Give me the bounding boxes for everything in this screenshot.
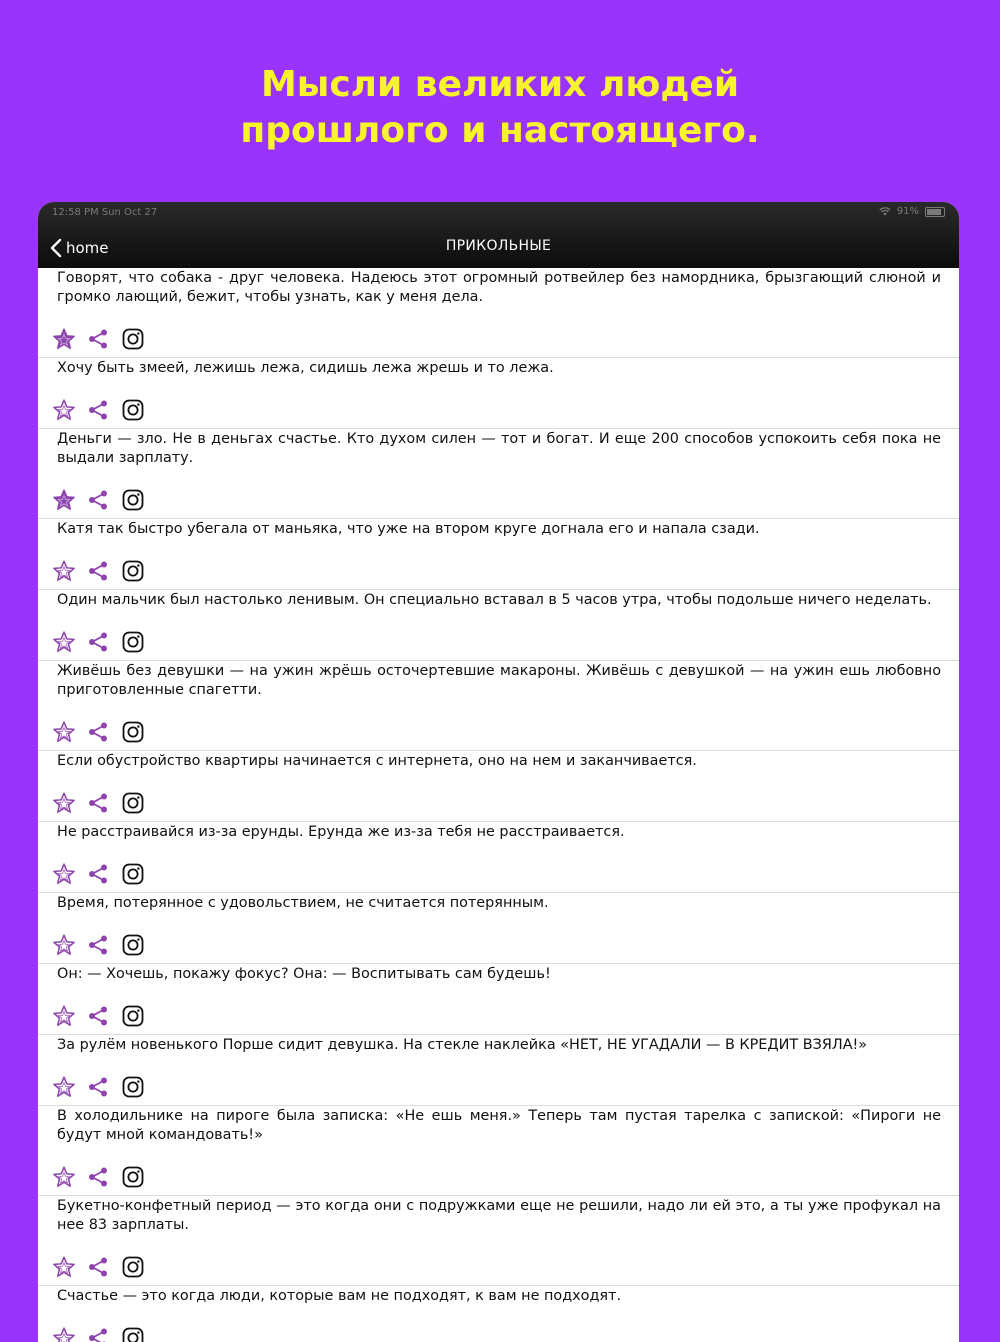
share-icon [87, 489, 109, 511]
share-button[interactable] [87, 559, 122, 583]
instagram-icon [122, 1256, 144, 1278]
favorite-button[interactable] [52, 933, 87, 957]
quote-text: Катя так быстро убегала от маньяка, что уже на втором круге догнала его и напала сзади. [38, 519, 959, 539]
share-icon [87, 631, 109, 653]
share-icon [87, 1327, 109, 1342]
star-outline-icon [52, 1165, 76, 1189]
instagram-icon [122, 399, 144, 421]
quote-row [38, 1106, 959, 1196]
battery-percent: 91% [897, 206, 919, 217]
favorite-button[interactable] [52, 327, 87, 351]
quote-text: Говорят, что собака - друг человека. Надеюсь этот огромный ротвейлер без намордника, брызгающий слюной и громко лающий, бежит, чтобы узнать, как у меня дела. [38, 268, 959, 307]
instagram-button[interactable] [122, 488, 157, 512]
star-outline-icon [52, 1326, 76, 1342]
star-outline-icon [52, 1075, 76, 1099]
instagram-icon [122, 792, 144, 814]
quote-text: Не расстраивайся из-за ерунды. Ерунда же из-за тебя не расстраивается. [38, 822, 959, 842]
instagram-icon [122, 1327, 144, 1342]
quote-text: Время, потерянное с удовольствием, не считается потерянным. [38, 893, 959, 913]
instagram-button[interactable] [122, 398, 157, 422]
quote-text: Букетно-конфетный период — это когда они с подружками еще не решили, надо ли ей это, а ты уже профукал на нее 83 зарплаты. [38, 1196, 959, 1235]
share-button[interactable] [87, 862, 122, 886]
favorite-button[interactable] [52, 862, 87, 886]
quote-actions [38, 378, 959, 428]
share-button[interactable] [87, 720, 122, 744]
instagram-button[interactable] [122, 933, 157, 957]
share-icon [87, 934, 109, 956]
quote-actions [38, 842, 959, 892]
quote-row [38, 964, 959, 1035]
share-icon [87, 721, 109, 743]
star-outline-icon [52, 933, 76, 957]
quote-actions [38, 913, 959, 963]
device-screen [38, 202, 959, 1342]
star-outline-icon [52, 791, 76, 815]
share-button[interactable] [87, 1075, 122, 1099]
quote-actions [38, 984, 959, 1034]
share-icon [87, 399, 109, 421]
favorite-button[interactable] [52, 1075, 87, 1099]
share-icon [87, 1076, 109, 1098]
share-button[interactable] [87, 1326, 122, 1342]
star-filled-icon [52, 327, 76, 351]
quote-row [38, 822, 959, 893]
status-right [879, 206, 945, 217]
instagram-button[interactable] [122, 1075, 157, 1099]
quote-actions [38, 307, 959, 357]
share-icon [87, 863, 109, 885]
navigation-bar [38, 202, 959, 268]
favorite-button[interactable] [52, 791, 87, 815]
quote-row [38, 590, 959, 661]
quote-text: Деньги — зло. Не в деньгах счастье. Кто духом силен — тот и богат. И еще 200 способов успокоить себя пока не выдали зарплату. [38, 429, 959, 468]
instagram-button[interactable] [122, 630, 157, 654]
quote-actions [38, 1145, 959, 1195]
instagram-icon [122, 863, 144, 885]
quote-text: В холодильнике на пироге была записка: «Не ешь меня.» Теперь там пустая тарелка с запиской: «Пироги не будут мной командовать!» [38, 1106, 959, 1145]
page-title: ПРИКОЛЬНЫЕ [38, 238, 959, 254]
instagram-button[interactable] [122, 1326, 157, 1342]
quote-actions [38, 771, 959, 821]
share-icon [87, 1256, 109, 1278]
instagram-button[interactable] [122, 559, 157, 583]
share-icon [87, 328, 109, 350]
instagram-icon [122, 328, 144, 350]
instagram-icon [122, 934, 144, 956]
star-outline-icon [52, 630, 76, 654]
share-button[interactable] [87, 630, 122, 654]
quote-actions [38, 700, 959, 750]
promo-line-2: прошлого и настоящего. [0, 108, 1000, 154]
quote-actions [38, 468, 959, 518]
share-button[interactable] [87, 327, 122, 351]
instagram-icon [122, 1005, 144, 1027]
favorite-button[interactable] [52, 630, 87, 654]
star-filled-icon [52, 488, 76, 512]
share-button[interactable] [87, 1165, 122, 1189]
quote-row [38, 268, 959, 358]
battery-icon [925, 207, 945, 217]
instagram-icon [122, 1166, 144, 1188]
instagram-button[interactable] [122, 1004, 157, 1028]
favorite-button[interactable] [52, 488, 87, 512]
favorite-button[interactable] [52, 720, 87, 744]
quote-row [38, 1035, 959, 1106]
share-icon [87, 560, 109, 582]
quote-actions [38, 610, 959, 660]
quote-actions [38, 539, 959, 589]
quote-actions [38, 1306, 959, 1342]
favorite-button[interactable] [52, 559, 87, 583]
quote-text: Счастье — это когда люди, которые вам не подходят, к вам не подходят. [38, 1286, 959, 1306]
favorite-button[interactable] [52, 398, 87, 422]
quote-actions [38, 1055, 959, 1105]
instagram-button[interactable] [122, 862, 157, 886]
quote-text: Живёшь без девушки — на ужин жрёшь осточертевшие макароны. Живёшь с девушкой — на ужин ешь любовно приготовленные спагетти. [38, 661, 959, 700]
promo-line-1: Мысли великих людей [0, 62, 1000, 108]
quote-actions [38, 1235, 959, 1285]
instagram-button[interactable] [122, 327, 157, 351]
instagram-icon [122, 721, 144, 743]
instagram-icon [122, 489, 144, 511]
star-outline-icon [52, 559, 76, 583]
share-button[interactable] [87, 488, 122, 512]
share-button[interactable] [87, 398, 122, 422]
quote-text: Если обустройство квартиры начинается с интернета, оно на нем и заканчивается. [38, 751, 959, 771]
back-label: home [66, 239, 109, 257]
status-time: 12:58 PM Sun Oct 27 [52, 207, 157, 218]
share-icon [87, 1005, 109, 1027]
star-outline-icon [52, 398, 76, 422]
quote-row [38, 1196, 959, 1286]
quote-row [38, 893, 959, 964]
instagram-icon [122, 560, 144, 582]
star-outline-icon [52, 1004, 76, 1028]
share-button[interactable] [87, 1255, 122, 1279]
instagram-button[interactable] [122, 720, 157, 744]
share-button[interactable] [87, 1004, 122, 1028]
instagram-button[interactable] [122, 1255, 157, 1279]
instagram-button[interactable] [122, 1165, 157, 1189]
share-icon [87, 792, 109, 814]
wifi-icon [879, 207, 891, 216]
star-outline-icon [52, 720, 76, 744]
quote-text: Один мальчик был настолько ленивым. Он специально вставал в 5 часов утра, чтобы подольше ничего неделать. [38, 590, 959, 610]
share-button[interactable] [87, 933, 122, 957]
favorite-button[interactable] [52, 1255, 87, 1279]
quote-row [38, 661, 959, 751]
instagram-icon [122, 631, 144, 653]
star-outline-icon [52, 862, 76, 886]
quote-row [38, 519, 959, 590]
quote-list [38, 268, 959, 1342]
favorite-button[interactable] [52, 1165, 87, 1189]
quote-row [38, 358, 959, 429]
instagram-icon [122, 1076, 144, 1098]
favorite-button[interactable] [52, 1004, 87, 1028]
share-button[interactable] [87, 791, 122, 815]
favorite-button[interactable] [52, 1326, 87, 1342]
status-bar [38, 202, 959, 222]
quote-text: Он: — Хочешь, покажу фокус? Она: — Воспитывать сам будешь! [38, 964, 959, 984]
promo-heading [0, 62, 1000, 154]
quote-row [38, 429, 959, 519]
instagram-button[interactable] [122, 791, 157, 815]
star-outline-icon [52, 1255, 76, 1279]
quote-text: За рулём новенького Порше сидит девушка. На стекле наклейка «НЕТ, НЕ УГАДАЛИ — В КРЕДИТ ВЗЯЛА!» [38, 1035, 959, 1055]
quote-row [38, 751, 959, 822]
share-icon [87, 1166, 109, 1188]
quote-text: Хочу быть змеей, лежишь лежа, сидишь лежа жрешь и то лежа. [38, 358, 959, 378]
